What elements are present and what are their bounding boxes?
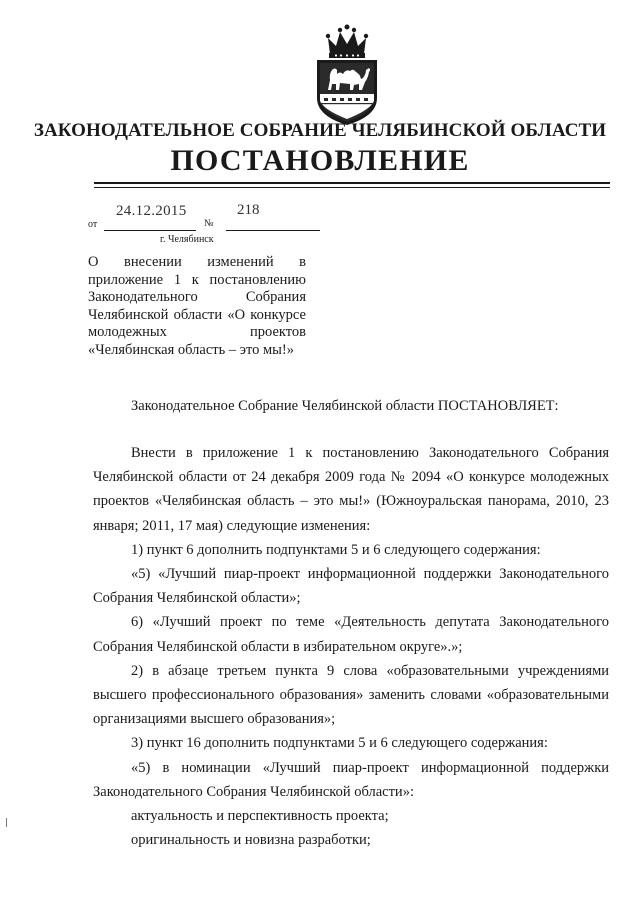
body-paragraph: «5) «Лучший пиар-проект информационной поддержки Законодательного Собрания Челябинской области»;: [93, 566, 609, 607]
number-label: №: [204, 218, 214, 229]
coat-of-arms-icon: [310, 24, 384, 128]
preamble: Законодательное Собрание Челябинской области ПОСТАНОВЛЯЕТ:: [131, 398, 559, 414]
body-paragraph: оригинальность и новизна разработки;: [131, 832, 371, 849]
scan-mark: [6, 818, 7, 827]
document-date: 24.12.2015: [116, 203, 187, 219]
city-label: г. Челябинск: [160, 234, 214, 245]
body-paragraph: 1) пункт 6 дополнить подпунктами 5 и 6 следующего содержания:: [131, 541, 541, 558]
header-rule-thin: [94, 187, 610, 188]
date-underline: [104, 230, 196, 231]
body-paragraph: Внести в приложение 1 к постановлению Законодательного Собрания Челябинской области от 24 декабря 2009 года № 2094 «О конкурсе молодежных проектов «Челябинская область – это мы!» (Южноуральская панорама, 2010, 23 января; 2011, 17 мая) следующие изменения:: [93, 445, 609, 534]
body-paragraph: «5) в номинации «Лучший пиар-проект информационной поддержки Законодательного Собрания Челябинской области»:: [93, 759, 609, 800]
number-underline: [226, 230, 320, 231]
document-number: 218: [237, 202, 260, 218]
document-type-title: ПОСТАНОВЛЕНИЕ: [170, 144, 470, 177]
body-paragraph: 6) «Лучший проект по теме «Деятельность депутата Законодательного Собрания Челябинской области в избирательном округе».»;: [93, 614, 609, 655]
document-subject: О внесении изменений в приложение 1 к постановлению Законодательного Собрания Челябинской области «О конкурсе молодежных проектов «Челябинская область – это мы!»: [88, 254, 306, 358]
body-paragraph: актуальность и перспективность проекта;: [131, 808, 389, 825]
body-paragraph: 2) в абзаце третьем пункта 9 слова «образовательными учреждениями высшего профессионального образования» заменить словами «образовательными организациями высшего образования»;: [93, 662, 609, 728]
date-label: от: [88, 219, 98, 230]
organization-title: ЗАКОНОДАТЕЛЬНОЕ СОБРАНИЕ ЧЕЛЯБИНСКОЙ ОБЛАСТИ: [33, 120, 607, 141]
body-paragraph: 3) пункт 16 дополнить подпунктами 5 и 6 следующего содержания:: [131, 735, 548, 752]
document-body: [93, 441, 609, 852]
header-rule-thick: [94, 182, 610, 184]
